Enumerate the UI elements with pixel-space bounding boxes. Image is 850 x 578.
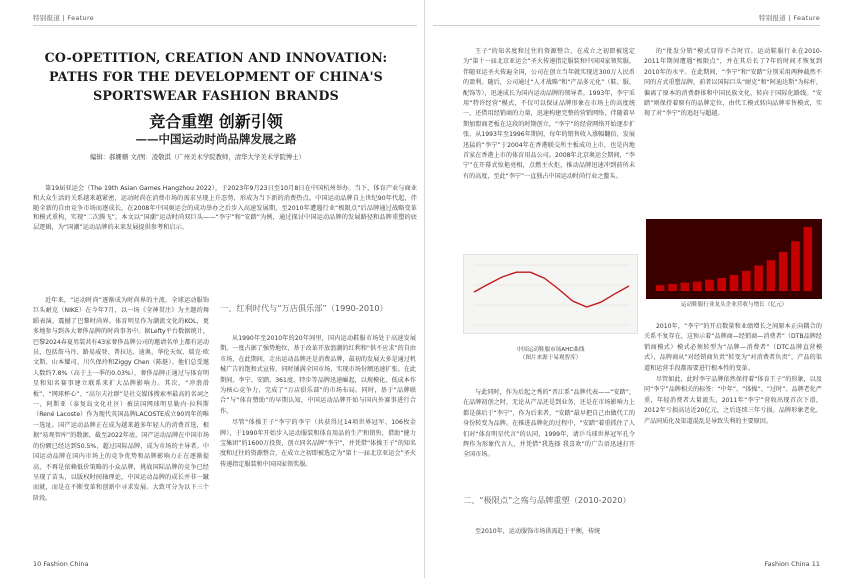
header-rule [433, 25, 820, 26]
body-column-1 [463, 47, 635, 247]
paragraph: 2010年，“李宁”的开启数量和业绩增长之间原本正向耦合的关系不复存在，这预示着“品牌商—经销商—消费者”（DTB品牌经销商模式）模式必须转型为“品牌—消费者”（DTC品牌直营模式），品牌商从“对经销商负责”转变为“对消费者负责”，产品的渠道和运营手段都需要进行根本性的变革。 [644, 323, 822, 372]
revenue-bar [668, 284, 677, 291]
running-head: 特别报道 | Feature [33, 14, 95, 22]
paragraph: 与此同时，作为后起之秀的“晋江系”品牌代表——“安踏”，在品牌初创之时，无论从产品还是到业务，还是在市场影响力上都是落后于“李宁”，作为后来者，“安踏”最早把自己由做代工的身份转变为品牌。在推进品牌化的过程中，“安踏”着重抓住了人们对“体育明星代言”的认同，1999年，请乒乓球世界冠军孔令辉作为形象代言人，并凭借“我选择 我喜欢”的广告语迅速打开全国市场。 [463, 389, 635, 459]
paragraph: 从1990年至2010年的20年间里，国内运动鞋服市场处于高速发展期。一度占据了强势地位，基于改革开放浪潮的红利和“供不应求”的自由市场，在此期间，走出运动品牌还是消费品牌，最初的发展大多是通过机械广告的饱和式宣传、同时铺满全国市场，实现市场份额迅速扩张。在此期间，李宁、安踏、361度、特步等品牌迅速崛起，以规模化、低成本作为核心竞争力，完成了“万店俱乐部”的市场布局。同时，基于“品牌联合”与“体育赞助”的早期认知，中国运动品牌开始与国内外赛事进行合作。 [220, 335, 416, 415]
article-title-chinese: 竞合重塑 创新引领 [149, 112, 283, 131]
revenue-bar [754, 266, 763, 292]
article-subtitle: ——中国运动时尚品牌发展之路 [135, 132, 297, 146]
paragraph: 近年来，“运动时尚”逐渐成为时尚界的主流，全球运动服饰巨头耐克（NIKE）在今年7月，以一场《全神贯注》为主题的舞蹈表演，震撼了巴黎时尚界。体育明星作为潮流文化的KOL，更多地参与到各大奢侈品牌的时尚事务中。据Lefty平台数据统计，巴黎2024春夏男装共有43家奢侈品牌公司的邀请名单上都有运动员，包括詹马丹、路易威登、普拉达、迪奥、华伦天奴、瑞克·欧文斯、山本耀司、川久保玲和Ziggy Chen（陈挺）。他们总受邀人数约7.8%（高于上一季的0.03%），奢侈品牌正通过与体育明星和知名赛事建立联系来扩大品牌影响力。其次，“冲浪滑板”、“网球杯心”、“高尔夫社群”是社交媒体搜索率最高的名词之一，阿斯亚（泰复岛文化社区）被法国网球明星勒内·拉科斯（René Lacoste）作为现代英国品牌LACOSTE成立90周年的唯一选址。国产运动品牌正在成为越来越多年轻人的消费首选，根据“易观智库”的数据，截至2022年底，国产运动品牌在中国市场的份额已经达到50.5%，超过国际品牌，成为市场的主导者。中国运动品牌在国内市场上的竞争优势和品牌影响力正在逐渐提高，不再是依赖低价策略的小众品牌，挑战国际品牌的竞争已经呈现了苗头，以版权时间轴理论，中国运动品牌的成长并非一蹴而就，而是在不断变革和创新中寻求发展。大致可分为以下三个阶段。 [33, 297, 209, 502]
revenue-bar [656, 285, 665, 291]
ahc-curve-chart [464, 255, 639, 335]
figure-caption-a: 中国运动鞋服市场AHC曲线 （图片来源于易观智库） [516, 347, 585, 361]
revenue-bar [791, 241, 800, 291]
body-column-3-continued [463, 527, 635, 549]
section-heading-1: 一、红利时代与“万店俱乐部”（1990-2010） [220, 303, 388, 313]
running-head: 特别报道 | Feature [758, 14, 820, 22]
revenue-bar [804, 227, 813, 291]
byline: 编辑：郝姗姗 文/图：凌敬淇（广州美术学院教师，清华大学美术学院博士） [90, 153, 306, 161]
article-title-english: CO-OPETITION, CREATION AND INNOVATION: PATHS FOR THE DEVELOPMENT OF CHINA'S SPORTSWEAR FASHION BRANDS [44, 50, 388, 103]
page-number-left: 10 Fashion China [33, 560, 89, 568]
paragraph: 尽管如此，此时李宁品牌依然保持着“体育王子”的形象，以及同“李宁”品牌相关的标签：“中年”、“体操”、“过时”。品牌老化严重，年轻消费者大量流失，2011年“李宁”营收出现首次下滑，2012年亏损高达近20亿元，之后连续三年亏损。品牌形象老化、产品同质化及渠道混乱是导致失利的主要原因。 [644, 376, 822, 425]
figure-ahc-curve [463, 254, 638, 334]
lead-text: 第19届亚运会（The 19th Asian Games Hangzhou 2022），于2023年9月23日至10月8日在中国杭州举办。当下，体育产业与商业和大众生活的关系越来越紧密，运动时尚在消费市场的需求呈现上升态势，形成为当下新的消费热点。中国运动品牌自上世纪90年代起，伴随全新的自由竞争市场而逐成长，在2008年中国奥运会的成功举办之后步入高速发展期，至2010年遭遇行业“极限点”后品牌通过战略变革和模式重构，实现“二次腾飞”。本文以“国潮”运动时尚双巨头——“李宁”和“安踏”为例，通过探讨中国运动品牌的发展路径和品牌重塑的底层逻辑，为“国潮”运动品牌的未来发展提供参考和启示。 [33, 185, 417, 232]
body-column-3 [463, 388, 635, 492]
revenue-bar [767, 260, 776, 291]
body-column-4 [644, 322, 822, 548]
revenue-bar [730, 275, 739, 291]
body-column-2 [220, 334, 416, 546]
paragraph: 的“批发分销”模式显得不合时宜。运动鞋服行业在2010-2011年期间遭遇“极限点”，并在其后长了7年的时间才恢复到2010年的水平。在此期间，“李宁”和“安踏”分别采用两种截然不同的方式重塑品牌，前者以国际巨头“耐克”和“阿迪达斯”为标杆，偏离了原本的消费群体和中国民族文化，转向于国际化路线。“安踏”则保持着原有的品牌定位，由代工模式转向品牌零售模式，实现了对“李宁”的追赶与超越。 [644, 48, 822, 118]
revenue-bar [681, 283, 690, 291]
ahc-curve-line [474, 272, 629, 307]
revenue-bar [693, 282, 702, 292]
paragraph: 尽管“体操王子”李宁的李宁（共获得过14项世界冠军、106枚金牌），于1990年开始步入运动服装和体育用品的生产和销售，借助“健力宝集团”的1600万投资，创立同名品牌“李宁”，并凭借“体操王子”的知名度和过往的资源整合，在成立之初即被选定为“第十一届北京亚运会”圣火传递指定服装和中国国家领奖服。 [220, 419, 416, 468]
revenue-bar [742, 271, 751, 291]
page-number-right: Fashion China 11 [764, 560, 820, 568]
revenue-bar [779, 252, 788, 291]
revenue-bar [705, 280, 714, 291]
revenue-bar [717, 278, 726, 291]
figure-revenue-bars [646, 219, 822, 299]
header-rule [33, 25, 417, 26]
section-heading-2: 二、“极限点”之殇与品牌重塑（2010-2020） [463, 495, 631, 505]
revenue-bar-chart [646, 219, 822, 299]
body-column-1 [33, 296, 209, 546]
paragraph: 王子”的知名度和过往的资源整合，在成立之初即被选定为“第十一届北京亚运会”圣火传递指定服装和中国国家领奖服。伴随亚运圣火传遍全国，公司在创立当年就实现近300万人民币的盈利。随后，公司通过“人才战略”和“产品多元化”（鞋、服、配饰等），迅速成长为国内运动品牌的领导者。1993年，李宁采用“特许经营”模式，不仅可以保证品牌形象在市场上的高度统一，还借用经销商的力量，迅速构建完整的营销网络，伴随着早期加盟商老板在这段的时期创立，“李宁”的经营网络开始逐步扩张，从1993年至1996年期间，每年的销售收入涨幅翻倍，发展迅猛的“李宁”于2004年在香港联交所主板成功上市，也是内地首家在香港上市的体育用品公司。2008年北京奥运会期间，“李宁”在开幕式惊艳亮相，点燃主火炬，推动品牌迅速冲到前所未有的高度，至此“李宁”一直独占中国运动时尚行业之鳌头。 [463, 48, 635, 180]
figure-caption-b: 运动鞋服行业龙头企业营收与增长（亿元） [680, 302, 788, 308]
right-page [425, 0, 850, 578]
paragraph: 至2010年，运动服饰市场供需趋于平衡，传统 [475, 528, 601, 535]
body-column-2 [644, 47, 822, 215]
lead-paragraph [33, 184, 417, 233]
